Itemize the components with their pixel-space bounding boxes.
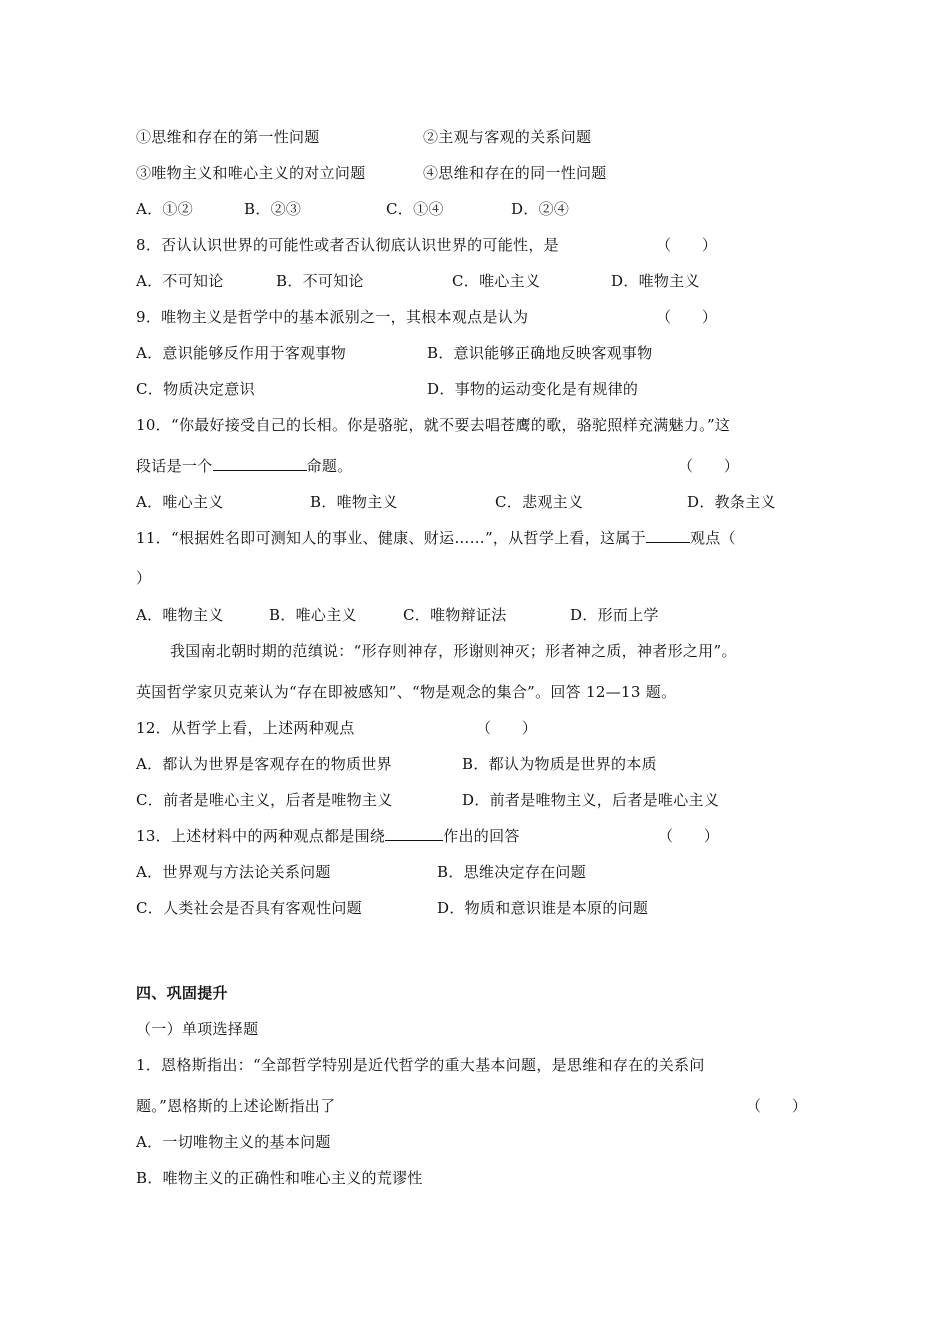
answer-bracket: （ ）	[656, 236, 718, 254]
choice-a: A．①②	[136, 200, 194, 218]
choice-b: B．唯物主义	[310, 493, 398, 511]
choice-d: D．物质和意识谁是本原的问题	[437, 899, 649, 917]
question-10-stem: 10．“你最好接受自己的长相。你是骆驼，就不要去唱苍鹰的歌，骆驼照样充满魅力。”这	[136, 416, 731, 434]
question-10-text-after: 命题。	[306, 457, 353, 475]
choice-c: C．前者是唯心主义，后者是唯物主义	[136, 791, 393, 809]
choice-c: C．唯心主义	[452, 272, 541, 290]
question-11-text-before: 11．“根据姓名即可测知人的事业、健康、财运……”，从哲学上看，这属于	[136, 529, 646, 547]
answer-bracket: （ ）	[678, 457, 740, 475]
question-10-text-before: 段话是一个	[136, 457, 213, 475]
choice-b: B．②③	[244, 200, 302, 218]
question-9-stem: 9．唯物主义是哲学中的基本派别之一，其根本观点是认为	[136, 308, 529, 326]
choice-a: A．世界观与方法论关系问题	[136, 863, 331, 881]
question-10-text	[136, 456, 352, 476]
choice-a: A．意识能够反作用于客观事物	[136, 344, 347, 362]
question-13-choices-row-2	[136, 898, 649, 978]
statement-3: ③唯物主义和唯心主义的对立问题	[136, 164, 366, 182]
choice-c: C．物质决定意识	[136, 380, 255, 398]
fill-blank	[213, 456, 307, 471]
question-11-stem	[136, 528, 736, 548]
question-11-text-after: 观点（	[689, 529, 736, 547]
question-13-text-before: 13．上述材料中的两种观点都是围绕	[136, 827, 386, 845]
answer-bracket: ）	[136, 569, 152, 587]
choice-b: B．思维决定存在问题	[437, 863, 587, 881]
material-text: 英国哲学家贝克莱认为“存在即被感知”、“物是观念的集合”。回答 12—13 题。	[136, 683, 677, 701]
choice-b: B．不可知论	[276, 272, 364, 290]
choice-c: C．人类社会是否具有客观性问题	[136, 899, 362, 917]
answer-bracket: （ ）	[658, 827, 720, 845]
choice-c: C．①④	[386, 200, 444, 218]
material-text: 我国南北朝时期的范缜说：“形存则神存，形谢则神灭；形者神之质，神者形之用”。	[170, 642, 737, 660]
question-1-stem: 1．恩格斯指出：“全部哲学特别是近代哲学的重大基本问题，是思维和存在的关系问	[136, 1056, 705, 1074]
choice-d: D．唯物主义	[611, 272, 700, 290]
choice-a: A．不可知论	[136, 272, 224, 290]
statement-2: ②主观与客观的关系问题	[423, 128, 592, 146]
choice-d: D．教条主义	[687, 493, 776, 511]
question-8-stem: 8．否认认识世界的可能性或者否认彻底认识世界的可能性，是	[136, 236, 559, 254]
statement-1: ①思维和存在的第一性问题	[136, 128, 320, 146]
choice-b: B．唯物主义的正确性和唯心主义的荒谬性	[136, 1169, 423, 1187]
choice-c: C．悲观主义	[495, 493, 584, 511]
answer-bracket: （ ）	[656, 308, 718, 326]
choice-b: B．都认为物质是世界的本质	[462, 755, 657, 773]
choice-d: D．②④	[511, 200, 570, 218]
choice-b: B．唯心主义	[269, 606, 357, 624]
question-1-choice-b	[136, 1168, 423, 1228]
choice-a: A．都认为世界是客观存在的物质世界	[136, 755, 392, 773]
answer-bracket: （ ）	[746, 1097, 808, 1115]
statement-4: ④思维和存在的同一性问题	[423, 164, 607, 182]
question-12-stem: 12．从哲学上看，上述两种观点	[136, 719, 355, 737]
question-13-text-after: 作出的回答	[443, 827, 520, 845]
choice-a: A．唯心主义	[136, 493, 224, 511]
choice-d: D．事物的运动变化是有规律的	[427, 380, 639, 398]
choice-a: A．唯物主义	[136, 606, 224, 624]
choice-c: C．唯物辩证法	[403, 606, 507, 624]
choice-d: D．前者是唯物主义，后者是唯心主义	[462, 791, 720, 809]
choice-b: B．意识能够正确地反映客观事物	[427, 344, 653, 362]
choice-a: A．一切唯物主义的基本问题	[136, 1133, 331, 1151]
choice-d: D．形而上学	[570, 606, 659, 624]
fill-blank	[646, 528, 690, 543]
section-title: 四、巩固提升	[136, 984, 228, 1002]
question-13-stem	[136, 826, 520, 846]
answer-bracket: （ ）	[476, 719, 538, 737]
subsection-title: （一）单项选择题	[136, 1020, 259, 1038]
fill-blank	[385, 826, 443, 841]
question-1-text: 题。”恩格斯的上述论断指出了	[136, 1097, 336, 1115]
